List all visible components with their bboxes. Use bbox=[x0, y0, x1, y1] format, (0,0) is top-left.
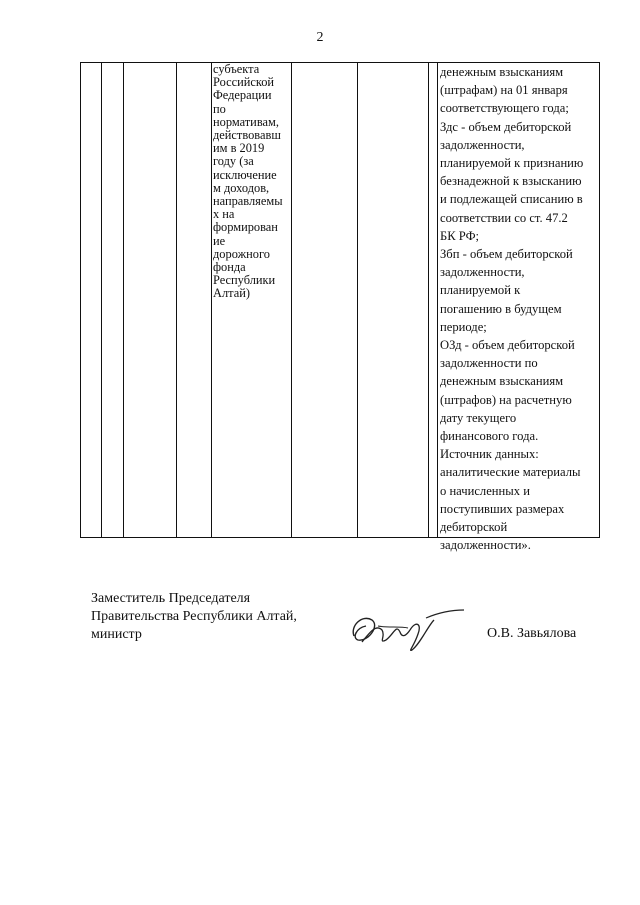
column-divider bbox=[437, 63, 438, 537]
signer-name: О.В. Завьялова bbox=[487, 626, 577, 641]
column-divider bbox=[123, 63, 124, 537]
column-divider bbox=[291, 63, 292, 537]
column-divider bbox=[211, 63, 212, 537]
column-divider bbox=[176, 63, 177, 537]
page-number: 2 bbox=[316, 30, 324, 45]
table-cell-revenue-source: субъекта Российской Федерации по нормативам, действовавш им в 2019 году (за исключение м доходов, направляемы х на формирован ие дорожного фонда Республики Алтай) bbox=[213, 62, 283, 301]
signer-position: Заместитель Председателя Правительства Республики Алтай, министр bbox=[91, 591, 297, 642]
continuation-table bbox=[80, 62, 600, 553]
handwritten-signature-icon bbox=[348, 606, 466, 654]
table-cell-formula-description: денежным взысканиям (штрафам) на 01 января соответствующего года; Здс - объем дебиторской задолженности, планируемой к признанию безнадежной к взысканию и подлежащей списанию в соответствии со ст. 47.2 БК РФ; Збп - объем дебиторской задолженности, планируемой к погашению в будущем периоде; ОЗд - объем дебиторской задолженности по денежным взысканиям (штрафов) на расчетную дату текущего финансового года. Источник данных: аналитические материалы о начисленных и поступивших размерах дебиторской задолженности». bbox=[440, 65, 584, 553]
column-divider bbox=[428, 63, 429, 537]
column-divider bbox=[101, 63, 102, 537]
column-divider bbox=[357, 63, 358, 537]
